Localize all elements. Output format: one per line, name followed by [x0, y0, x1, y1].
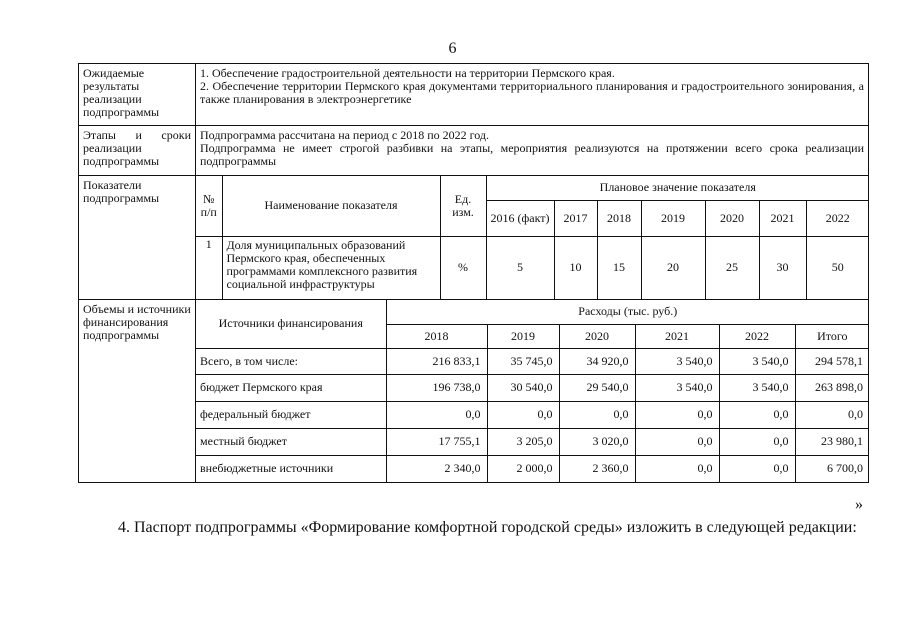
funding-value: 17 755,1 [386, 428, 487, 455]
funding-table [196, 300, 869, 482]
expenses-header: Расходы (тыс. руб.) [386, 300, 869, 324]
section-heading: 4. Паспорт подпрограммы «Формирование комфортной городской среды» изложить в следующей редакции: [118, 519, 857, 536]
indicator-value-2021: 30 [759, 236, 806, 299]
year-header-2018: 2018 [597, 200, 641, 236]
closing-quote: » [855, 496, 863, 513]
indicator-value-2018: 15 [597, 236, 641, 299]
funding-row-regional [196, 374, 869, 401]
funding-value: 2 360,0 [559, 455, 635, 482]
funding-value: 2 340,0 [386, 455, 487, 482]
funding-source: федеральный бюджет [196, 401, 386, 428]
funding-value: 0,0 [719, 428, 795, 455]
indicator-value-2020: 25 [705, 236, 759, 299]
indicator-row [196, 236, 869, 299]
funding-year-2019: 2019 [487, 324, 559, 348]
indicator-num-header: № п/п [196, 176, 222, 236]
funding-label: Объемы и источники финансирования подпрограммы [79, 300, 196, 483]
indicators-content [196, 176, 869, 300]
funding-value: 35 745,0 [487, 348, 559, 374]
funding-value: 3 540,0 [635, 374, 719, 401]
funding-source: местный бюджет [196, 428, 386, 455]
year-header-2017: 2017 [554, 200, 597, 236]
funding-total-header: Итого [795, 324, 869, 348]
indicator-value-2017: 10 [554, 236, 597, 299]
funding-sources-header: Источники финансирования [196, 300, 386, 348]
funding-value: 0,0 [635, 455, 719, 482]
funding-row [79, 300, 869, 483]
indicators-row [79, 176, 869, 300]
funding-row-local [196, 428, 869, 455]
indicator-value-2019: 20 [641, 236, 705, 299]
results-label: Ожидаемые результаты реализации подпрограммы [79, 64, 196, 126]
year-header-2016: 2016 (факт) [486, 200, 554, 236]
funding-source: внебюджетные источники [196, 455, 386, 482]
funding-year-2022: 2022 [719, 324, 795, 348]
funding-value: 3 205,0 [487, 428, 559, 455]
funding-value: 3 020,0 [559, 428, 635, 455]
funding-value: 0,0 [487, 401, 559, 428]
funding-value: 3 540,0 [719, 348, 795, 374]
funding-content [196, 300, 869, 483]
stages-item-1: Подпрограмма рассчитана на период с 2018 по 2022 год. [200, 128, 489, 142]
indicator-name-header: Наименование показателя [222, 176, 440, 236]
stages-content [196, 126, 869, 176]
funding-value: 0,0 [635, 401, 719, 428]
passport-table [78, 63, 869, 483]
year-header-2020: 2020 [705, 200, 759, 236]
funding-source: бюджет Пермского края [196, 374, 386, 401]
funding-value: 0,0 [386, 401, 487, 428]
indicator-num: 1 [196, 236, 222, 299]
funding-year-2021: 2021 [635, 324, 719, 348]
indicators-table [196, 176, 869, 299]
funding-value: 6 700,0 [795, 455, 869, 482]
results-content [196, 64, 869, 126]
funding-row-extrabudgetary [196, 455, 869, 482]
funding-value: 0,0 [719, 455, 795, 482]
results-item-1: 1. Обеспечение градостроительной деятельности на территории Пермского края. [200, 66, 615, 80]
year-header-2022: 2022 [806, 200, 869, 236]
funding-value: 216 833,1 [386, 348, 487, 374]
page-number: 6 [448, 40, 457, 57]
indicator-unit: % [440, 236, 486, 299]
funding-value: 34 920,0 [559, 348, 635, 374]
funding-value: 3 540,0 [719, 374, 795, 401]
funding-source: Всего, в том числе: [196, 348, 386, 374]
results-row [79, 64, 869, 126]
funding-value: 263 898,0 [795, 374, 869, 401]
year-header-2021: 2021 [759, 200, 806, 236]
indicator-unit-header: Ед. изм. [440, 176, 486, 236]
indicator-value-2016: 5 [486, 236, 554, 299]
stages-item-2: Подпрограмма не имеет строгой разбивки на этапы, мероприятия реализуются на протяжении всего срока реализации подпрограммы [200, 141, 864, 168]
funding-row-federal [196, 401, 869, 428]
funding-value: 0,0 [719, 401, 795, 428]
funding-value: 196 738,0 [386, 374, 487, 401]
indicators-label: Показатели подпрограммы [79, 176, 196, 300]
indicator-name: Доля муниципальных образований Пермского края, обеспеченных программами комплексного развития социальной инфраструктуры [222, 236, 440, 299]
funding-value: 23 980,1 [795, 428, 869, 455]
stages-row [79, 126, 869, 176]
year-header-2019: 2019 [641, 200, 705, 236]
funding-value: 0,0 [635, 428, 719, 455]
funding-value: 0,0 [795, 401, 869, 428]
funding-value: 294 578,1 [795, 348, 869, 374]
funding-value: 2 000,0 [487, 455, 559, 482]
stages-label: Этапы и сроки реализации подпрограммы [79, 126, 196, 176]
funding-year-2018: 2018 [386, 324, 487, 348]
results-item-2: 2. Обеспечение территории Пермского края документами территориального планирования и градостроительного зонирования, а также планирования в электроэнергетике [200, 79, 864, 106]
funding-value: 0,0 [559, 401, 635, 428]
funding-value: 29 540,0 [559, 374, 635, 401]
funding-value: 3 540,0 [635, 348, 719, 374]
indicator-value-2022: 50 [806, 236, 869, 299]
planned-value-header: Плановое значение показателя [486, 176, 869, 200]
funding-row-total [196, 348, 869, 374]
funding-year-2020: 2020 [559, 324, 635, 348]
funding-value: 30 540,0 [487, 374, 559, 401]
